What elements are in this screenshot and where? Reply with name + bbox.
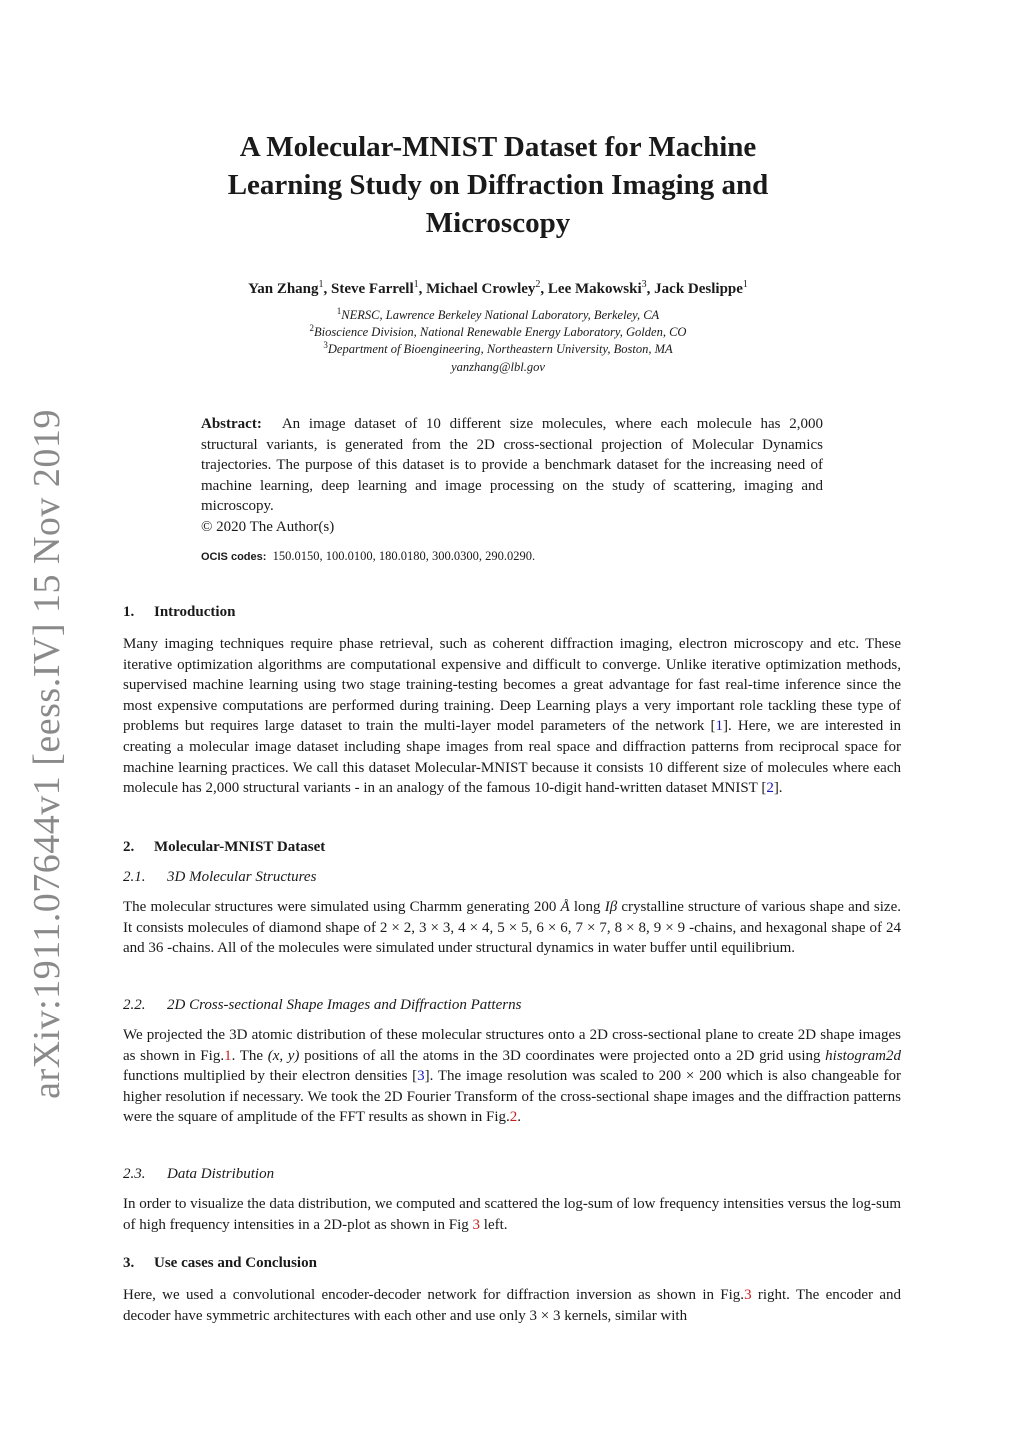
figure-link[interactable]: 3 xyxy=(472,1216,481,1233)
abstract-label: Abstract: xyxy=(201,416,262,432)
figure-link[interactable]: 3 xyxy=(744,1287,752,1303)
title-line: A Molecular-MNIST Dataset for Machine xyxy=(239,131,757,163)
author-affiliation-mark: 3 xyxy=(641,279,647,290)
abstract-text: An image dataset of 10 different size molecules, where each molecule has 2,000 structural variants, is generated from the 2D cross-sectional projection of Molecular Dynamics trajectories. The purpose of this dataset is to provide a benchmark dataset for the increasing need of machine learning, deep learning and image processing on the study of scattering, imaging and microscopy. xyxy=(201,416,823,515)
author-name: Jack Deslippe xyxy=(654,281,743,297)
subsection-heading: 2.3. Data Distribution xyxy=(123,1166,275,1182)
author-email[interactable]: yanzhang@lbl.gov xyxy=(451,360,545,374)
title-line: Learning Study on Diffraction Imaging and xyxy=(227,169,769,201)
ocis-codes xyxy=(201,549,823,564)
author-affiliation-mark: 2 xyxy=(535,279,541,290)
body-paragraph: Many imaging techniques require phase retrieval, such as coherent diffraction imaging, electron microscopy and etc. These iterative optimization algorithms are computational expensive and difficult to converge. Unlike iterative optimization methods, supervised machine learning using two stage training-testing becomes a great advantage for fast real-time inference since the most expensive computations are performed during training. Deep Learning plays a very important role tackling these type of problems but requires large dataset to train the multi-layer model parameters of the network [1]. Here, we are interested in creating a molecular image dataset including shape images from real space and diffraction patterns from reciprocal space for machine learning practices. We call this dataset Molecular-MNIST because it consists 10 different size of molecules where each molecule has 2,000 structural variants - in an analogy of the famous 10-digit hand-written dataset MNIST [2]. xyxy=(123,636,901,797)
citation-link[interactable]: 2 xyxy=(766,780,774,797)
body-paragraph: We projected the 3D atomic distribution of these molecular structures onto a 2D cross-sectional plane to create 2D shape images as shown in Fig.1. The (x, y) positions of all the atoms in the 3D coordinates were projected onto a 2D grid using histogram2d functions multiplied by their electron densities [3]. The image resolution was scaled to 200 × 200 which is also changeable for higher resolution if necessary. We took the 2D Fourier Transform of the cross-sectional shape images and the diffraction patterns were the square of amplitude of the FFT results as shown in Fig.2. xyxy=(123,1027,902,1126)
section-heading: 3. Use cases and Conclusion xyxy=(123,1255,317,1271)
figure-link[interactable]: 1 xyxy=(224,1047,232,1064)
author-affiliation-mark: 1 xyxy=(413,279,419,290)
author-name: Steve Farrell xyxy=(331,281,414,297)
author-list: Yan Zhang$^1$, Steve Farrell$^1$, Michael Crowley$^2$, Lee Makowski$^3$, Jack Deslippe$^1$ xyxy=(248,279,748,297)
arxiv-identifier-text: arXiv:1911.07644v1 [eess.IV] 15 Nov 2019 xyxy=(26,409,69,1099)
arxiv-identifier xyxy=(20,409,74,1099)
affiliation: $^3$Department of Bioengineering, Northeastern University, Boston, MA xyxy=(323,340,673,357)
body-paragraph: The molecular structures were simulated using Charmm generating 200 Å long Iβ crystalline structure of various shape and size. It consists molecules of diamond shape of 2 × 2, 3 × 3, 4 × 4, 5 × 5, 6 × 6, 7 × 7, 8 × 8, 9 × 9 -chains, and hexagonal shape of 24 and 36 -chains. All of the molecules were simulated under structural dynamics in water buffer until equilibrium. xyxy=(123,899,901,957)
abstract xyxy=(201,414,823,538)
section-heading: 2. Molecular-MNIST Dataset xyxy=(123,839,326,855)
subsection-heading: 2.2. 2D Cross-sectional Shape Images and Diffraction Patterns xyxy=(123,997,522,1013)
ocis-label: OCIS codes: xyxy=(201,551,267,563)
author-affiliation-mark: 1 xyxy=(742,279,748,290)
author-affiliation-mark: 1 xyxy=(318,279,324,290)
affiliation: $^2$Bioscience Division, National Renewable Energy Laboratory, Golden, CO xyxy=(309,323,687,340)
author-name: Lee Makowski xyxy=(547,281,642,297)
figure-link[interactable]: 2 xyxy=(509,1109,518,1126)
citation-link[interactable]: 1 xyxy=(715,718,724,735)
section-heading: 1. Introduction xyxy=(123,604,236,620)
citation-link[interactable]: 3 xyxy=(417,1068,425,1085)
ocis-code-list: 150.0150, 100.0100, 180.0180, 300.0300, 290.0290. xyxy=(272,549,536,563)
title-line: Microscopy xyxy=(425,207,571,239)
body-paragraph: Here, we used a convolutional encoder-decoder network for diffraction inversion as shown in Fig.3 right. The encoder and decoder have symmetric architectures with each other and use only 3 × 3 kernels, similar with xyxy=(123,1287,901,1324)
copyright-notice: © 2020 The Author(s) xyxy=(201,518,335,535)
paper-title xyxy=(198,128,798,242)
subsection-heading: 2.1. 3D Molecular Structures xyxy=(123,869,317,885)
body-paragraph: In order to visualize the data distribution, we computed and scattered the log-sum of low frequency intensities versus the log-sum of high frequency intensities in a 2D-plot as shown in Fig 3 left. xyxy=(123,1196,901,1233)
affiliation: $^1$NERSC, Lawrence Berkeley National Laboratory, Berkeley, CA xyxy=(336,306,660,323)
author-name: Michael Crowley xyxy=(426,281,536,297)
author-name: Yan Zhang xyxy=(248,281,319,297)
